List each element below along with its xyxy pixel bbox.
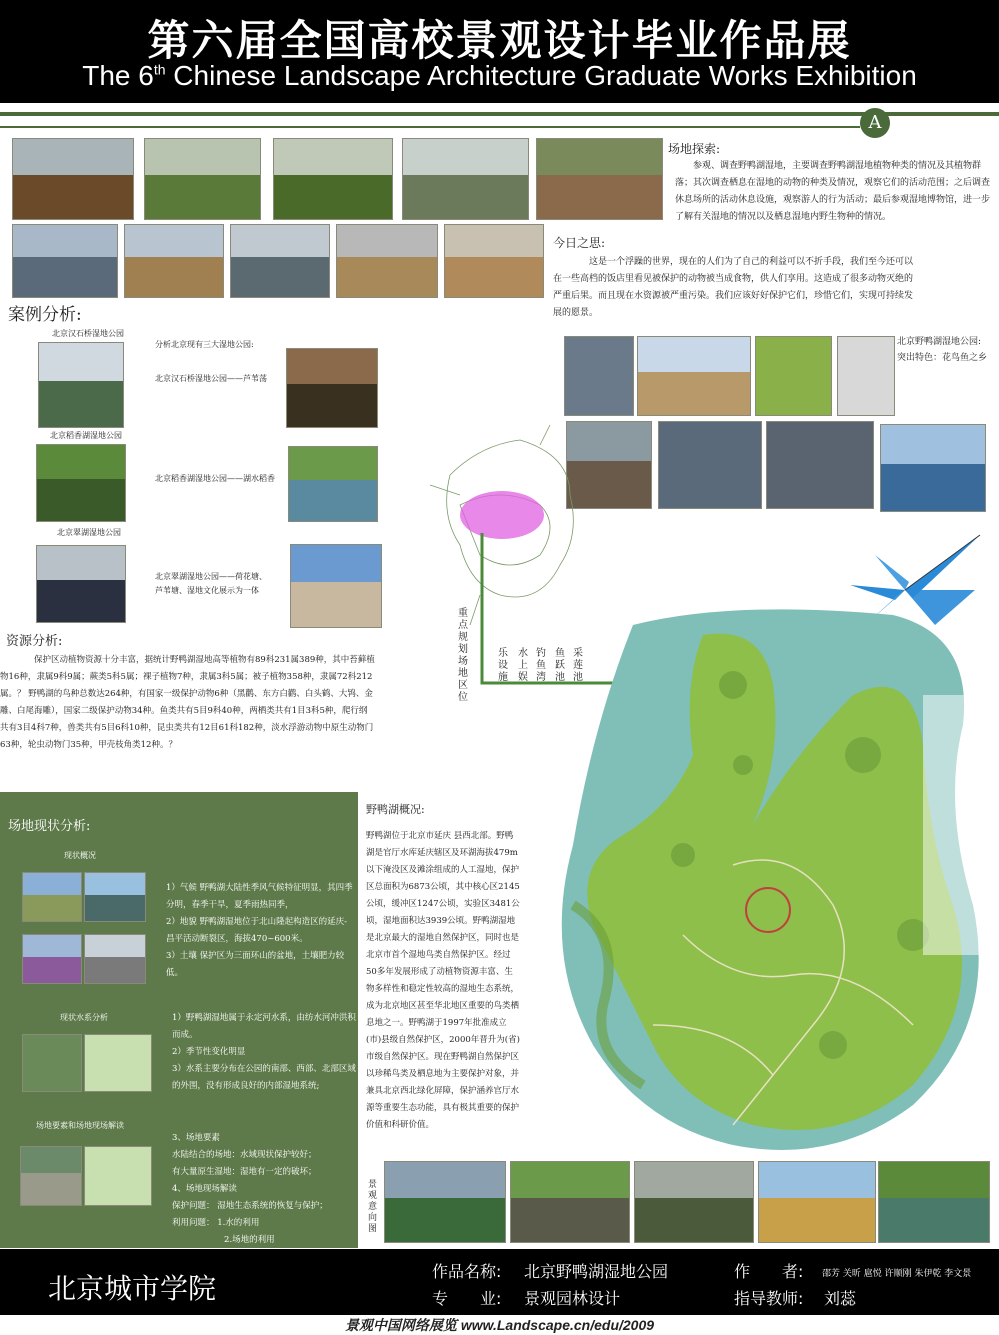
overview-item: 1）气候 野鸭湖大陆性季风气候特征明显，其四季分明，春季干旱，夏季雨热同季，	[166, 883, 353, 910]
bird-photo	[837, 336, 895, 416]
area-label: 乐设施	[498, 648, 508, 683]
elements-text	[172, 1130, 356, 1249]
case-photo	[36, 545, 126, 623]
overview-item: 2）地貌 野鸭湖湿地位于北山隆起构造区的延庆-昌平活动断裂区，海拔470~600米。	[166, 917, 347, 944]
footer	[0, 1249, 999, 1315]
area-label: 钓鱼湾	[536, 648, 546, 683]
site-photo	[230, 224, 330, 298]
site-credit: 景观中国网络展览 www.Landscape.cn/edu/2009	[344, 1317, 655, 1333]
area-label: 水上娱	[518, 648, 528, 683]
key-area-label: 重点规划场地区位	[458, 608, 468, 703]
site-photo	[144, 138, 261, 220]
exploration-text: 参观、调查野鸭湖湿地，主要调查野鸭湖湿地植物种类的情况及其植物群落；其次调查栖息在湿地的动物的种类及情况，观察它们的活动范围；之后调查休息场所的活动休息设施，观察游人的行为活动；最后参观湿地博物馆，进一步了解有关湿地的情况以及栖息湿地内野生物种的情况。	[675, 161, 991, 222]
exploration-title: 场地探索:	[668, 142, 721, 156]
birds-caption-2: 突出特色：花鸟鱼之乡	[897, 353, 988, 363]
water-title: 现状水系分析	[60, 1013, 108, 1022]
elements-title: 场地要素和场地现场解读	[36, 1121, 124, 1130]
site-photo	[84, 934, 146, 984]
elements-item: 有大量原生湿地：湿地有一定的破坏；	[172, 1167, 317, 1177]
major-label: 专 业:	[432, 1289, 502, 1308]
legend-list	[923, 695, 995, 955]
case-name: 北京稻香湖湿地公园	[50, 431, 122, 440]
water-item: 3）水系主要分布在公园的南部、西部、北部区域的外围，没有形成良好的内部湿地系统;	[172, 1064, 356, 1091]
panel-badge: A	[860, 108, 890, 138]
header	[0, 0, 999, 103]
case-desc: 北京汉石桥湿地公园——芦苇荡	[155, 374, 267, 383]
site-photo	[22, 934, 82, 984]
site-photo	[402, 138, 529, 220]
site-photo	[12, 138, 134, 220]
work-name: 北京野鸭湖湿地公园	[524, 1262, 669, 1281]
case-photo	[38, 342, 124, 428]
overview-text	[166, 880, 354, 982]
major-name: 景观园林设计	[524, 1289, 621, 1308]
cases-title: 案例分析:	[8, 305, 82, 325]
bird-photo	[880, 424, 986, 512]
area-label: 采莲池	[573, 648, 583, 683]
site-photo	[336, 224, 438, 298]
key-area-highlight	[460, 491, 544, 539]
today-title: 今日之思:	[553, 236, 606, 250]
overview-title: 现状概况	[64, 851, 96, 860]
elements-item: 利用问题： 1.水的利用	[172, 1218, 260, 1228]
bird-photo	[658, 421, 762, 509]
intent-photo	[758, 1161, 876, 1243]
case-name: 北京汉石桥湿地公园	[52, 329, 124, 338]
lake-text: 野鸭湖位于北京市延庆 县西北部。野鸭湖是官厅水库延庆辖区及环湖海拔479m以下淹没区及滩涂组成的人工湿地，保护区总面积为6873公顷，其中核心区2145公顷，缓冲区1247公顷，实验区3481公顷，湿地面积达3939公顷。野鸭湖湿地是北京最大的湿地自然保护区，同时也是北京市首个湿地鸟类自然保护区。经过50多年发展形成了动植物资源丰富、生物多样性和稳定性较高的湿地生态系统，成为北京地区甚至华北地区重要的鸟类栖息地之一。野鸭湖于1997年批准成立(市)县级自然保护区，2000年晋升为(省)市级自然保护区。现在野鸭湖自然保护区以珍稀鸟类及栖息地为主要保护对象，并兼具北京西北绿化屏障，保护涵养官厅水源等重要生态功能，具有极其重要的保护价值和科研价值。	[366, 831, 520, 1130]
teacher-label: 指导教师:	[734, 1289, 804, 1308]
today-text: 这是一个浮躁的世界，现在的人们为了自己的利益可以不折手段，我们至今还可以在一些高档的饭店里看见被保护的动物被当成食物，供人们享用。这造成了很多动物灭绝的严重后果。而且现在水资源被严重污染。我们应该好好保护它们，珍惜它们，实现可持续发展的愿景。	[553, 257, 914, 318]
page-subtitle: The 6th Chinese Landscape Architecture Graduate Works Exhibition	[82, 60, 917, 91]
work-label: 作品名称:	[432, 1262, 502, 1281]
elements-item: 4、场地现场解读	[172, 1184, 237, 1194]
birds-caption	[897, 334, 997, 366]
water-text	[172, 1010, 356, 1095]
school-name: 北京城市学院	[48, 1272, 217, 1305]
case-photo	[36, 444, 126, 522]
intent-photo	[634, 1161, 754, 1243]
water-map	[22, 1034, 82, 1092]
case-desc: 北京翠湖湿地公园——荷花塘、芦苇塘、湿地文化展示为一体	[155, 572, 267, 595]
water-map	[84, 1034, 152, 1092]
divider	[0, 126, 860, 128]
site-photo	[84, 872, 146, 922]
site-photo	[20, 1146, 82, 1206]
water-item: 1）野鸭湖湿地属于永定河水系，由纺水河冲洪积而成。	[172, 1013, 356, 1040]
birds-caption-1: 北京野鸭湖湿地公园:	[897, 337, 982, 347]
resources-title: 资源分析:	[6, 634, 63, 649]
site-photo	[536, 138, 663, 220]
author-names: 邵芳 关昕 扈悦 许顺刚 朱伊乾 李文景	[822, 1269, 972, 1279]
case-photo	[288, 446, 378, 522]
page-title: 第六届全国高校景观设计毕业作品展	[147, 16, 852, 65]
resources-text: 保护区动植物资源十分丰富，据统计野鸭湖湿地高等植物有89科231属389种，其中苔藓植物16种，隶属9科9属；蕨类5科5属；裸子植物7种，隶属3科5属；被子植物358种，隶属72科212属。？ 野鸭湖的鸟种总数达264种，有国家一级保护动物6种（黑鹳、东方白鹳、白头鹤、大鸨、金雕、白尾海雕），国家二级保护动物34种。鱼类共有5目9科40种，两栖类共有1目3科5种，爬行纲共有3目4科7种，兽类共有5目6科10种，昆虫类共有12目61科182种，淡水浮游动物中原生动物门63种，轮虫动物门35种，甲壳枝角类12种。？	[0, 655, 375, 750]
area-label: 鱼跃池	[555, 648, 565, 683]
master-plan-map	[533, 605, 999, 1165]
teacher-name: 刘蕊	[824, 1289, 857, 1308]
water-item: 2）季节性变化明显	[172, 1047, 246, 1057]
bird-photo	[766, 421, 874, 509]
overview-item: 3）土壤 保护区为三面环山的盆地，土壤肥力较低。	[166, 951, 345, 978]
bird-photo	[564, 336, 634, 416]
divider	[0, 112, 999, 116]
site-title: 场地现状分析:	[8, 819, 91, 834]
bird-photo	[637, 336, 751, 416]
site-photo	[444, 224, 544, 298]
intent-label: 景观意向图	[368, 1180, 378, 1234]
site-photo	[273, 138, 393, 220]
intent-photo	[878, 1161, 990, 1243]
cases-intro: 分析北京现有三大湿地公园:	[155, 340, 254, 349]
case-photo	[286, 348, 378, 428]
site-element-map	[84, 1146, 152, 1206]
bird-photo	[755, 336, 832, 416]
site-photo	[12, 224, 118, 298]
elements-item: 水陆结合的场地：水域现状保护较好；	[172, 1150, 317, 1160]
site-photo	[22, 872, 82, 922]
lake-title: 野鸭湖概况:	[366, 803, 425, 816]
elements-item: 2.场地的利用	[224, 1235, 275, 1245]
author-label: 作 者:	[734, 1262, 804, 1281]
case-name: 北京翠湖湿地公园	[57, 528, 121, 537]
intent-photo	[384, 1161, 506, 1243]
elements-item: 3、场地要素	[172, 1133, 220, 1143]
intent-photo	[510, 1161, 630, 1243]
elements-item: 保护问题： 湿地生态系统的恢复与保护；	[172, 1201, 328, 1211]
case-desc: 北京稻香湖湿地公园——湖水稻香	[155, 474, 275, 483]
case-photo	[290, 544, 382, 628]
site-photo	[124, 224, 224, 298]
